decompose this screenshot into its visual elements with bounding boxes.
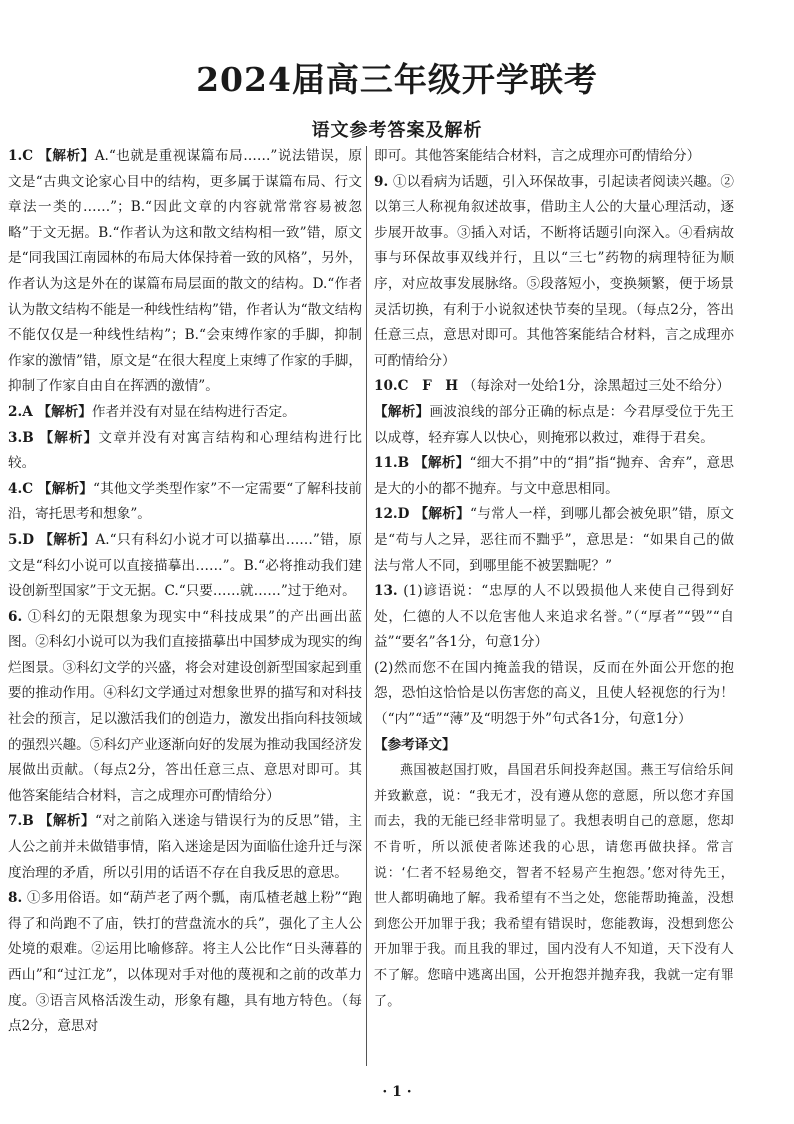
analysis-tag: 【解析】 xyxy=(37,403,92,420)
answer-item xyxy=(8,400,362,426)
translation-heading: 【参考译文】 xyxy=(374,736,456,753)
answer-text: “其他文学类型作家”不一定需要“了解科技前沿，寄托思考和想象”。 xyxy=(8,480,362,523)
answer-text: “与常人一样，到哪儿都会被免职”错，原文是“苟与人之异，恶往而不黜乎”，意思是：“如果自己的做法与常人不同，到哪里能不被罢黜呢？” xyxy=(374,506,734,574)
answer-item xyxy=(374,144,734,170)
translation-text: 燕国被赵国打败，昌国君乐间投奔赵国。燕王写信给乐间并致歉意，说：“我无才，没有遵从您的意愿，所以您才弃国而去，我的无能已经非常明显了。我想表明自己的意愿，您却不肯听，所以派使者陈述我的心思，请您再做抉择。常言说：‘仁者不轻易绝交，智者不轻易产生抱怨。’您对待先王，世人都明确地了解。我希望有不当之处，您能帮助掩盖，没想到您公开加罪于我；我希望有错误时，您能教诲，没想到您公开加罪于我。而且我的罪过，国内没有人不知道，天下没有人不了解。您暗中逃离出国，公开抱怨并抛弃我，我就一定有罪了。 xyxy=(374,763,734,1009)
analysis-tag: 【解析】 xyxy=(374,403,430,420)
answer-key-subtitle: 语文参考答案及解析 xyxy=(311,120,483,141)
left-column xyxy=(8,144,362,1074)
answer-text: ①以看病为话题，引入环保故事，引起读者阅读兴趣。②以第三人称视角叙述故事，借助主人公的大量心理活动，逐步展开故事。③插入对话，不断将话题引向深入。④看病故事与环保故事双线并行，且以“三七”药物的病理特征为顺序，对应故事发展脉络。⑤段落短小，变换频繁，便于场景灵活切换，有利于小说叙述快节奏的呈现。（每点2分，答出任意三点，意思对即可。其他答案能结合材料，言之成理亦可酌情给分） xyxy=(374,173,734,369)
analysis-tag: 【解析】 xyxy=(37,480,93,497)
answer-text: 文章并没有对寓言结构和心理结构进行比较。 xyxy=(8,429,362,472)
column-divider xyxy=(366,146,367,1066)
answer-number: 12.D xyxy=(374,506,415,523)
answer-number: 11.B xyxy=(374,455,415,472)
analysis-tag: 【解析】 xyxy=(38,813,96,830)
answer-item xyxy=(374,374,734,400)
answer-text: “对之前陷入迷途与错误行为的反思”错，主人公之前并未做错事情，陷入迷途是因为面临仕途升迁与深度治理的矛盾，所以引用的话语不存在自我反思的意思。 xyxy=(8,813,362,881)
answer-item xyxy=(374,451,734,502)
answer-item xyxy=(8,809,362,886)
answer-item xyxy=(8,477,362,528)
answer-number: 4.C xyxy=(8,480,38,497)
answer-text: ①科幻的无限想象为现实中“科技成果”的产出画出蓝图。②科幻小说可以为我们直接描摹出中国梦成为现实的绚烂图景。③科幻文学的兴盛，将会对建设创新型国家起到重要的推动作用。④科幻文学通过对想象世界的描写和对科技社会的预言，足以激活我们的创造力，激发出指向科技领域的强烈兴趣。⑤科幻产业逐渐向好的发展为推动我国经济发展做出贡献。（每点2分，答出任意三点、意思对即可。其他答案能结合材料，言之成理亦可酌情给分） xyxy=(8,608,362,804)
answer-text: 作者并没有对显在结构进行否定。 xyxy=(91,403,296,420)
answer-item xyxy=(8,144,362,400)
answer-item xyxy=(8,426,362,477)
analysis-tag: 【解析】 xyxy=(38,148,95,164)
answer-item xyxy=(374,170,734,375)
answer-item xyxy=(8,605,362,810)
answer-text: 即可。其他答案能结合材料，言之成理亦可酌情给分） xyxy=(374,148,701,164)
answer-text: (1)谚语说：“忠厚的人不以毁损他人来使自己得到好处，仁德的人不以危害他人来追求名誉。”（“厚者”“毁”“自益”“要名”各1分，句意1分） xyxy=(374,583,734,651)
analysis-tag: 【解析】 xyxy=(39,429,99,446)
answer-number: 9. xyxy=(374,173,393,190)
answer-number: 5.D xyxy=(8,531,40,548)
answer-number: 1.C xyxy=(8,148,39,164)
answer-text: A.“也就是重视谋篇布局……”说法错误，原文是“古典文论家心目中的结构，更多属于谋篇布局、行文章法一类的……”；B.“因此文章的内容就常常容易被忽略”于文无据。B.“作者认为这和散文结构相一致”错，原文是“同我国江南园林的布局大体保持着一致的风格”，另外，作者认为这是外在的谋篇布局层面的散文的结构。D.“作者认为散文结构不能是一种线性结构”错，作者认为“散文结构不能仅仅是一种线性结构”；B.“会束缚作家的手脚，抑制作家的激情”错，原文是“在很大程度上束缚了作家的手脚，抑制了作家自由自在挥洒的激情”。 xyxy=(8,148,362,395)
answer-text: (2)然而您不在国内掩盖我的错误，反而在外面公开您的抱怨，恐怕这恰恰是以伤害您的高义，且使人轻视您的行为！（“内”“适”“薄”及“明怨于外”句式各1分，句意1分） xyxy=(374,659,734,728)
page-number: · 1 · xyxy=(382,1084,412,1100)
analysis-tag: 【解析】 xyxy=(414,455,470,472)
answer-number: 3.B xyxy=(8,429,40,446)
answer-number: 2.A xyxy=(8,403,38,420)
answer-item xyxy=(8,528,362,605)
analysis-tag: 【解析】 xyxy=(39,531,96,548)
answer-item xyxy=(374,400,734,451)
answer-text: 画波浪线的部分正确的标点是：今君厚受位于先王以成尊，轻弃寡人以快心，则掩邪以救过，难得于君矣。 xyxy=(374,403,734,446)
answer-text: “细大不捐”中的“捐”指“抛弃、舍弃”，意思是大的小的都不抛弃。与文中意思相同。 xyxy=(374,455,734,497)
answer-item xyxy=(374,656,734,733)
answer-item xyxy=(8,886,362,1040)
right-column xyxy=(374,144,734,1074)
answer-number: 8. xyxy=(8,890,27,907)
answer-item xyxy=(374,502,734,579)
answer-item xyxy=(374,579,734,656)
answer-text: （每涂对一处给1分，涂黑超过三处不给分） xyxy=(462,378,730,395)
answer-number: 7.B xyxy=(8,813,39,830)
answer-text: A.“只有科幻小说才可以描摹出……”错，原文是“科幻小说可以直接描摹出……”。B.“必将推动我们建设创新型国家”于文无据。C.“只要……就……”过于绝对。 xyxy=(8,531,362,600)
answer-number: 6. xyxy=(8,608,28,625)
answer-number: 10.C F H xyxy=(374,378,463,395)
answer-number: 13. xyxy=(374,583,404,600)
answer-text: ①多用俗语。如“葫芦老了两个瓢，南瓜楂老越上粉”“跑得了和尚跑不了庙，铁打的营盘流水的兵”，强化了主人公处境的艰难。②运用比喻修辞。将主人公比作“日头薄暮的西山”和“过江龙”，以体现对手对他的蔑视和之前的改革力度。③语言风格活泼生动，形象有趣，具有地方特色。（每点2分，意思对 xyxy=(8,890,362,1035)
analysis-tag: 【解析】 xyxy=(414,506,470,523)
exam-title: 2024届高三年级开学联考 xyxy=(196,60,598,99)
